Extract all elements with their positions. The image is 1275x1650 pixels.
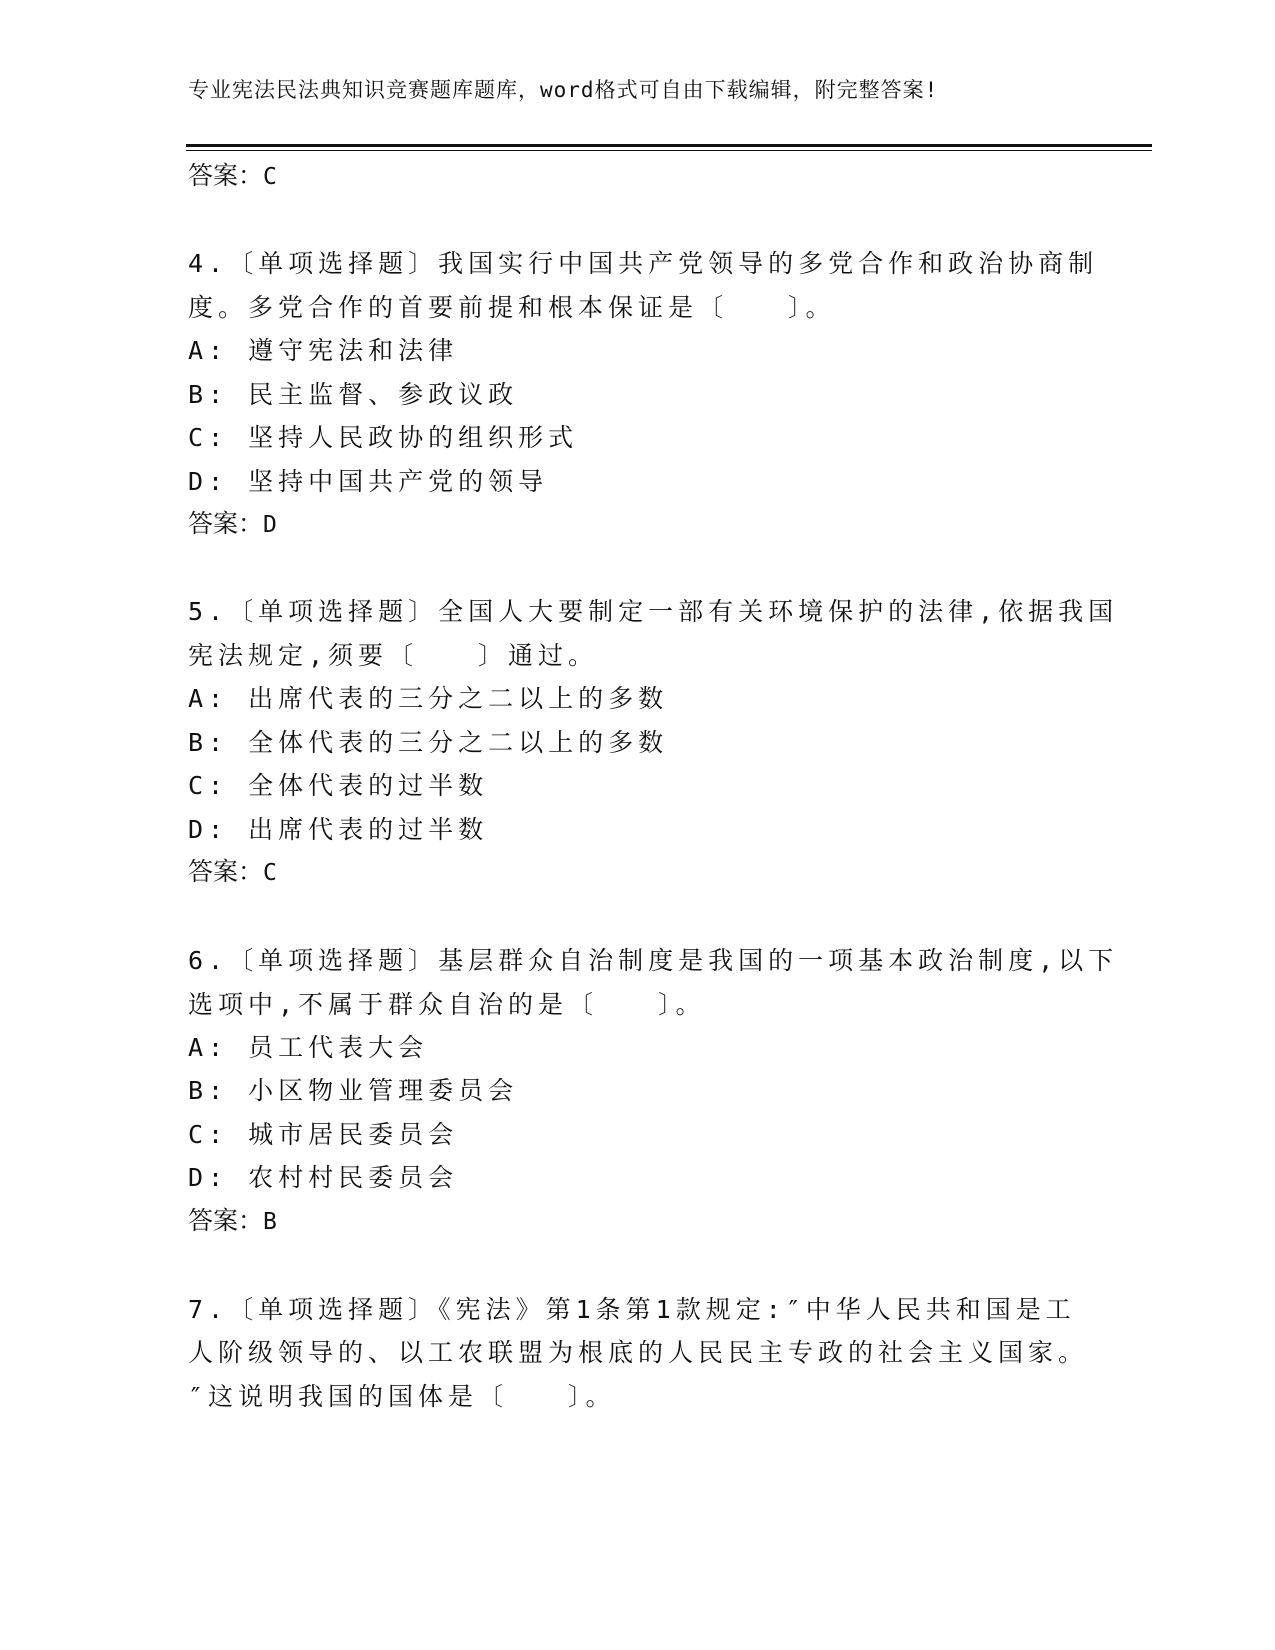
answer-label: 答案： xyxy=(188,1206,264,1235)
answer-label: 答案： xyxy=(188,161,264,190)
question-6-option-d: D: 农村村民委员会 xyxy=(188,1163,459,1192)
answer-value: C xyxy=(263,860,277,886)
question-4-line-1: 4.〔单项选择题〕我国实行中国共产党领导的多党合作和政治协商制 xyxy=(188,249,1099,278)
question-5-option-d: D: 出席代表的过半数 xyxy=(188,815,489,844)
question-4-option-c: C: 坚持人民政协的组织形式 xyxy=(188,423,579,452)
question-4-line-2: 度。多党合作的首要前提和根本保证是〔 〕。 xyxy=(188,293,836,322)
page-header: 专业宪法民法典知识竞赛题库题库，word格式可自由下载编辑，附完整答案! xyxy=(188,78,939,102)
answer-value: B xyxy=(263,1209,277,1235)
question-6-option-a: A: 员工代表大会 xyxy=(188,1033,429,1062)
answer-value: D xyxy=(263,512,277,538)
answer-q5 xyxy=(188,852,277,888)
question-5-option-b: B: 全体代表的三分之二以上的多数 xyxy=(188,728,669,757)
header-divider xyxy=(186,144,1152,151)
question-5-option-c: C: 全体代表的过半数 xyxy=(188,771,489,800)
question-5-line-2: 宪法规定,须要〔 〕通过。 xyxy=(188,641,599,670)
answer-q3 xyxy=(188,156,277,192)
question-6-line-1: 6.〔单项选择题〕基层群众自治制度是我国的一项基本政治制度,以下 xyxy=(188,946,1119,975)
question-5-line-1: 5.〔单项选择题〕全国人大要制定一部有关环境保护的法律,依据我国 xyxy=(188,597,1119,626)
answer-label: 答案： xyxy=(188,857,264,886)
question-7-line-3: ″这说明我国的国体是〔 〕。 xyxy=(188,1382,616,1411)
answer-value: C xyxy=(263,164,277,190)
answer-q4 xyxy=(188,504,277,540)
question-7-line-2: 人阶级领导的、以工农联盟为根底的人民民主专政的社会主义国家。 xyxy=(188,1338,1089,1367)
question-7-line-1: 7.〔单项选择题〕《宪法》第1条第1款规定:″中华人民共和国是工 xyxy=(188,1295,1076,1324)
question-6-option-b: B: 小区物业管理委员会 xyxy=(188,1076,519,1105)
question-4-option-b: B: 民主监督、参政议政 xyxy=(188,380,519,409)
answer-label: 答案： xyxy=(188,509,264,538)
answer-q6 xyxy=(188,1201,277,1237)
question-5-option-a: A: 出席代表的三分之二以上的多数 xyxy=(188,684,669,713)
question-6-option-c: C: 城市居民委员会 xyxy=(188,1120,459,1149)
question-4-option-d: D: 坚持中国共产党的领导 xyxy=(188,467,549,496)
question-6-line-2: 选项中,不属于群众自治的是〔 〕。 xyxy=(188,990,706,1019)
question-4-option-a: A: 遵守宪法和法律 xyxy=(188,336,459,365)
